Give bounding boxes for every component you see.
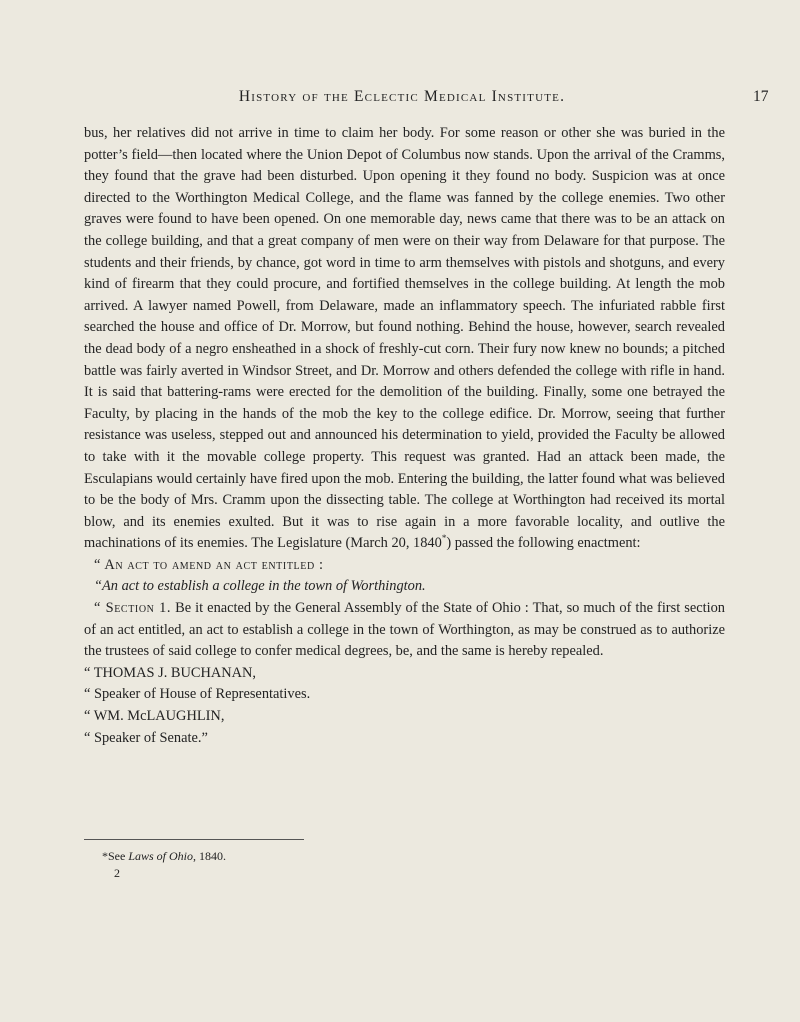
signature-mark: 2 <box>114 866 120 880</box>
main-paragraph <box>84 123 725 555</box>
footnote-marker: * <box>102 849 108 863</box>
main-paragraph-tail: ) passed the following enactment: <box>446 535 641 552</box>
section-label: “ Section 1. <box>94 600 172 617</box>
act-subtitle <box>84 576 725 598</box>
act-subtitle-text: “An act to establish a college in the town of Worthington. <box>94 578 426 595</box>
signatory-2-title: “ Speaker of Senate.” <box>84 729 208 746</box>
act-title: “ An act to amend an act entitled : <box>94 556 324 573</box>
body-text <box>84 123 725 749</box>
footnote-source: Laws of Ohio <box>128 849 194 863</box>
section-text: Be it enacted by the General Assembly of the State of Ohio : That, so much of the first section of an act entitled, an act to establish a college in the town of Worthington, as may be construed as to authorize the trustees of said college to confer medical degrees, be, and the same is hereby repealed. <box>84 600 725 660</box>
footnote <box>102 849 226 864</box>
act-section-1 <box>84 598 725 663</box>
footnote-prefix: See <box>108 849 129 863</box>
main-paragraph-text: bus, her relatives did not arrive in time to claim her body. For some reason or other she was buried in the potter’s field—then located where the Union Depot of Columbus now stands. Upon the arrival of the Cramms, they found that the grave had been disturbed. Upon opening it they found no body. Suspicion was at once directed to the Worthington Medical College, and the flame was fanned by the college enemies. Two other graves were found to have been opened. On one memorable day, news came that there was to be an attack on the college building, and that a great company of men were on their way from Delaware for that purpose. The students and their friends, by chance, got word in time to arm themselves with pistols and shotguns, and every kind of firearm that they could procure, and fortified themselves in the college building. At length the mob arrived. A lawyer named Powell, from Delaware, made an inflammatory speech. The infuriated rabble first searched the house and office of Dr. Morrow, but found nothing. Behind the house, however, search revealed the dead body of a negro ensheathed in a shock of freshly-cut corn. Their fury now knew no bounds; a pitched battle was fairly averted in Windsor Street, and Dr. Morrow and others defended the college with rifle in hand. It is said that battering-rams were erected for the demolition of the building. Finally, some one betrayed the Faculty, by placing in the hands of the mob the key to the college edifice. Dr. Morrow, seeing that further resistance was useless, stepped out and announced his determination to yield, provided the Faculty be allowed to take with it the movable college property. This request was granted. Had an attack been made, the Esculapians would certainly have fired upon the mob. Entering the building, the latter found what was believed to be the body of Mrs. Cramm upon the dissecting table. The college at Worthington had received its mortal blow, and its enemies exulted. But it was to rise again in a more favorable locality, and outlive the machinations of its enemies. The Legislature (March 20, 1840 <box>84 125 726 552</box>
footnote-suffix: , 1840. <box>193 849 227 863</box>
footnote-divider <box>84 839 304 840</box>
signatory-2-name: “ WM. McLAUGHLIN, <box>84 708 225 725</box>
footnote-reference: * <box>441 533 447 544</box>
page-number: 17 <box>753 88 769 105</box>
signatory-1-name: “ THOMAS J. BUCHANAN, <box>84 664 257 681</box>
signatory-1-title: “ Speaker of House of Representatives. <box>84 686 311 703</box>
running-header: History of the Eclectic Medical Institute. <box>238 88 566 105</box>
